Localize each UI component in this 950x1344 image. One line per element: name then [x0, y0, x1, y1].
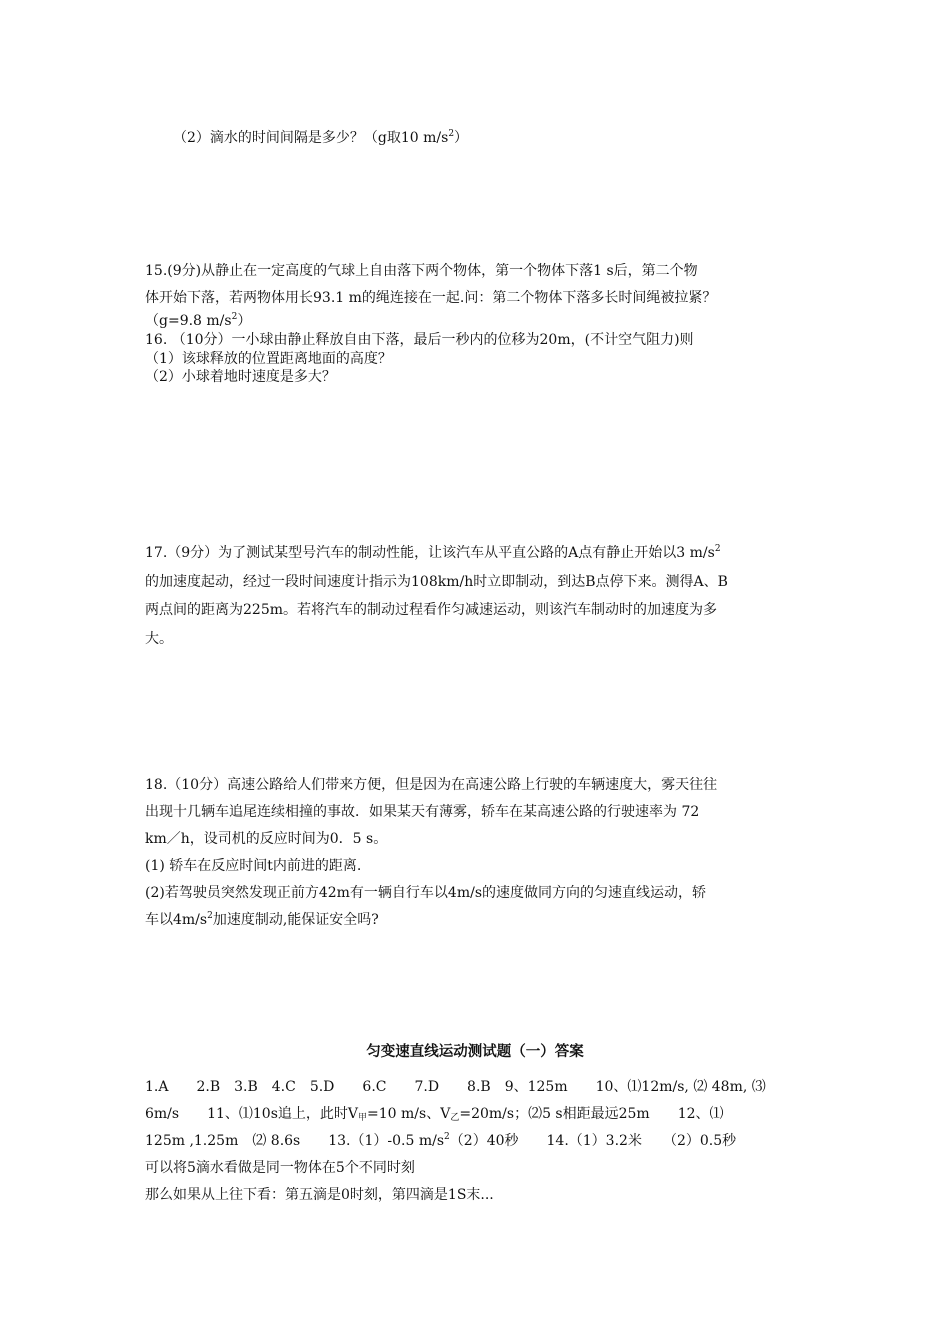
q16-line-3: （2）小球着地时速度是多大？ [145, 369, 336, 385]
q17-line-4: 大。 [145, 630, 173, 647]
q17-line-1: 17.（9分）为了测试某型号汽车的制动性能，让该汽车从平直公路的A点有静止开始以3 $m/s^2$ [145, 544, 721, 561]
question-16 [145, 331, 815, 387]
q15-line-3: （g=9.8 $m/s^2$） [145, 312, 252, 329]
q16-line-2: （1）该球释放的位置距离地面的高度？ [145, 350, 392, 367]
q15-line-1: 15.(9分)从静止在一定高度的气球上自由落下两个物体，第一个物体下落1 s后，第二个物 [145, 263, 698, 279]
answers-title: 匀变速直线运动测试题（一）答案 [366, 1043, 584, 1060]
answers-line-5: 那么如果从上往下看：第五滴是0时刻，第四滴是1S末... [145, 1187, 494, 1203]
q18-line-3: km／h，设司机的反应时间为0．5 s。 [145, 831, 388, 847]
q14-part2-line: （2）滴水的时间间隔是多少？（g取10 $m/s^2$） [173, 129, 469, 146]
question-14-part-2 [173, 125, 843, 152]
q18-line-5: (2)若驾驶员突然发现正前方42m有一辆自行车以4m/s的速度做同方向的匀速直线运动，轿 [145, 885, 707, 901]
question-15 [145, 258, 815, 331]
q17-line-3: 两点间的距离为225m。若将汽车的制动过程看作匀减速运动，则该汽车制动时的加速度为多 [145, 602, 717, 618]
answers-line-1: 1.A 2.B 3.B 4.C 5.D 6.C 7.D 8.B 9、125m 10、⑴12m/s, ⑵ 48m, ⑶ [145, 1079, 766, 1095]
question-18 [145, 772, 815, 934]
q15-line-2: 体开始下落，若两物体用长93.1 m的绳连接在一起.问：第二个物体下落多长时间绳被拉紧？ [145, 290, 717, 306]
question-17 [145, 539, 815, 653]
q18-line-4: (1) 轿车在反应时间t内前进的距离. [145, 858, 362, 874]
q18-line-2: 出现十几辆车追尾连续相撞的事故．如果某天有薄雾，轿车在某高速公路的行驶速率为 72 [145, 804, 700, 820]
q18-line-1: 18.（10分）高速公路给人们带来方便，但是因为在高速公路上行驶的车辆速度大，雾天往往 [145, 777, 718, 793]
answers-line-3: 125m ,1.25m ⑵ 8.6s 13.（1）-0.5 $m/s^2(2)40$秒 14.（1）3.2米 （2）0.5秒 [145, 1132, 737, 1149]
answers-line-4: 可以将5滴水看做是同一物体在5个不同时刻 [145, 1160, 415, 1176]
answers-section [145, 1074, 815, 1209]
answers-line-2: 6m/s 11、⑴10s追上，此时$V_甲=10$ m/s、$V_乙=20m/s$；⑵5 s相距最远25m 12、⑴ [145, 1106, 724, 1123]
q16-line-1: 16. （10分）一小球由静止释放自由下落，最后一秒内的位移为20m，(不计空气阻力)则 [145, 332, 694, 348]
q18-line-6: 车以$4m/s^2$加速度制动,能保证安全吗? [145, 911, 379, 928]
q17-line-2: 的加速度起动，经过一段时间速度计指示为108km/h时立即制动，到达B点停下来。测得A、B [145, 573, 728, 590]
